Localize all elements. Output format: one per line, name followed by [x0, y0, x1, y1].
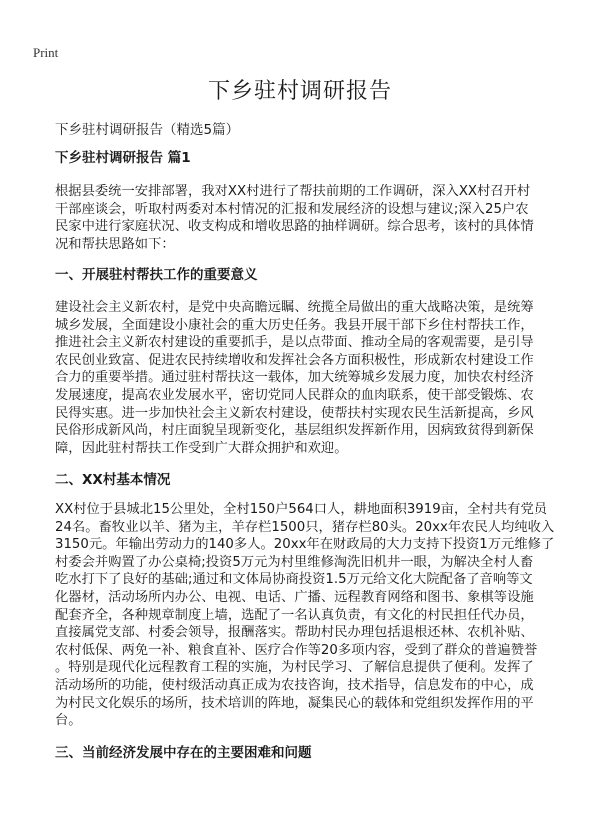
text-line: 农民创业致富、促进农民持续增收和发挥社会各方面积极性，形成新农村建设工作: [55, 352, 534, 368]
text-line: 建设社会主义新农村，是党中央高瞻远瞩、统揽全局做出的重大战略决策，是统筹: [55, 300, 534, 315]
text-line: 为村民文化娱乐的场所，技术培训的阵地，凝集民心的载体和党组织发挥作用的平: [55, 695, 534, 711]
text-line: 化器材，活动场所内办公、电视、电话、广播、远程教育网络和图书、象棋等设施: [55, 589, 534, 605]
text-line: 活动场所的功能，使村级活动真正成为农技咨询，技术指导，信息发布的中心，成: [55, 677, 534, 693]
text-line: 根据县委统一安排部署，我对XX村进行了帮扶前期的工作调研，深入XX村召开村: [55, 184, 531, 199]
text-line: 干部座谈会，听取村两委对本村情况的汇报和发展经济的设想与建议;深入25户农: [55, 201, 529, 217]
page-title: 下乡驻村调研报告: [207, 79, 392, 104]
text-line: 城乡发展，全面建设小康社会的重大历史任务。我县开展干部下乡住村帮扶工作，: [55, 317, 534, 333]
text-line: 民俗形成新风尚，村庄面貌呈现新变化，基层组织发挥新作用，因病致贫得到新保: [55, 423, 534, 439]
section1-heading: 一、开展驻村帮扶工作的重要意义: [55, 267, 258, 283]
text-line: XX村位于县城北15公里处，全村150户564口人，耕地面积3919亩，全村共有党员: [55, 502, 548, 517]
text-line: 直接属党支部、村委会领导，报酬落实。帮助村民办理包括退根还林、农机补贴、: [55, 625, 534, 641]
text-line: 农村低保、两免一补、粮食直补、医疗合作等20多项内容，受到了群众的普遍赞誉: [55, 642, 538, 658]
section3-heading: 三、当前经济发展中存在的主要困难和问题: [55, 745, 312, 761]
section2-paragraph: [55, 501, 555, 730]
text-line: 台。: [55, 713, 82, 729]
text-line: 配套齐全，各种规章制度上墙，选配了一名认真负责，有文化的村民担任代办员，: [55, 607, 534, 623]
text-line: 推进社会主义新农村建设的重要抓手，是以点带面、推动全局的客观需要，是引导: [55, 335, 534, 351]
text-line: 民得实惠。进一步加快社会主义新农村建设，使帮扶村实现农民生活新提高，乡风: [55, 405, 534, 421]
text-line: 况和帮扶思路如下：: [55, 236, 175, 252]
text-line: 障，因此驻村帮扶工作受到广大群众拥护和欢迎。: [55, 440, 348, 456]
text-line: 民家中进行家庭状况、收支构成和增收思路的抽样调研。综合思考，该村的具体情: [55, 219, 534, 235]
text-line: 吃水打下了良好的基础;通过和文体局协商投资1.5万元给文化大院配备了音响等文: [55, 572, 533, 588]
document-subtitle: 下乡驻村调研报告（精选5篇）: [55, 122, 240, 138]
section1-paragraph: [55, 299, 555, 457]
text-line: 。特别是现代化远程教育工程的实施，为村民学习、了解信息提供了便利。发挥了: [55, 660, 534, 676]
text-line: 发展速度，提高农业发展水平，密切党同人民群众的血肉联系，使干部受锻炼、农: [55, 387, 534, 403]
section2-heading: 二、XX村基本情况: [55, 472, 171, 488]
text-line: 村委会并购置了办公桌椅;投资5万元为村里维修淘洗旧机井一眼，为解决全村人畜: [55, 554, 534, 570]
text-line: 3150元。年输出劳动力的140多人。20xx年在财政局的大力支持下投资1万元维修了: [55, 537, 555, 553]
text-line: 合力的重要举措。通过驻村帮扶这一载体，加大统筹城乡发展力度，加快农村经济: [55, 370, 534, 386]
print-link[interactable]: Print: [33, 45, 59, 60]
text-line: 24名。畜牧业以羊、猪为主，羊存栏1500只，猪存栏80头。20xx年农民人均纯收入: [55, 519, 555, 535]
intro-paragraph: [55, 183, 555, 253]
article-heading: 下乡驻村调研报告 篇1: [55, 150, 191, 166]
